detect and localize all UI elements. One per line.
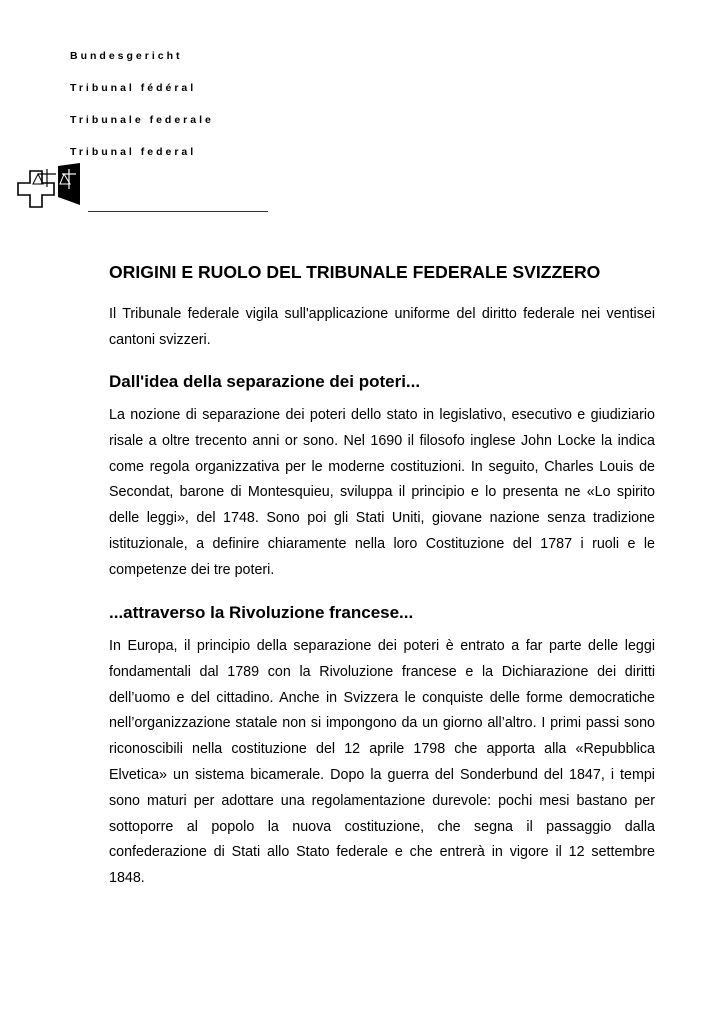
court-name-fr: Tribunal fédéral: [70, 82, 197, 94]
intro-paragraph: Il Tribunale federale vigila sull'applicazione uniforme del diritto federale nei ventisei cantoni svizzeri.: [109, 306, 655, 348]
court-name-de: Bundesgericht: [70, 50, 183, 62]
section-heading-revolution: ...attraverso la Rivoluzione francese...: [109, 603, 414, 622]
section-heading-separation: Dall'idea della separazione dei poteri...: [109, 372, 421, 391]
swiss-cross-scales-icon: [16, 163, 86, 220]
court-name-rm: Tribunal federal: [70, 146, 197, 158]
header-divider: [88, 211, 268, 212]
court-name-it: Tribunale federale: [70, 114, 214, 126]
section-text-separation: La nozione di separazione dei poteri dello stato in legislativo, esecutivo e giudiziario risale a oltre trecento anni or sono. Nel 1690 il filosofo inglese John Locke la indica come regola organizzativa per le moderne costituzioni. In seguito, Charles Louis de Secondat, barone di Montesquieu, sviluppa il principio e lo presenta ne «Lo spirito delle leggi», del 1748. Sono poi gli Stati Uniti, giovane nazione senza tradizione istituzionale, a definire chiaramente nella loro Costituzione del 1787 i ruoli e le competenze dei tre poteri.: [109, 407, 655, 578]
section-text-revolution: In Europa, il principio della separazione dei poteri è entrato a far parte delle leggi fondamentali dal 1789 con la Rivoluzione francese e la Dichiarazione dei diritti dell’uomo e del cittadino. Anche in Svizzera le conquiste delle forme democratiche nell’organizzazione statale non si impongono da un giorno all’altro. I primi passi sono riconoscibili nella costituzione del 12 aprile 1798 che apporta alla «Repubblica Elvetica» un sistema bicamerale. Dopo la guerra del Sonderbund del 1847, i tempi sono maturi per adottare una regolamentazione durevole: pochi mesi bastano per sottoporre al popolo la nuova costituzione, che segna il passaggio dalla confederazione di Stati allo Stato federale e che entrerà in vigore il 12 settembre 1848.: [109, 638, 655, 887]
document-title: ORIGINI E RUOLO DEL TRIBUNALE FEDERALE SVIZZERO: [109, 262, 601, 282]
